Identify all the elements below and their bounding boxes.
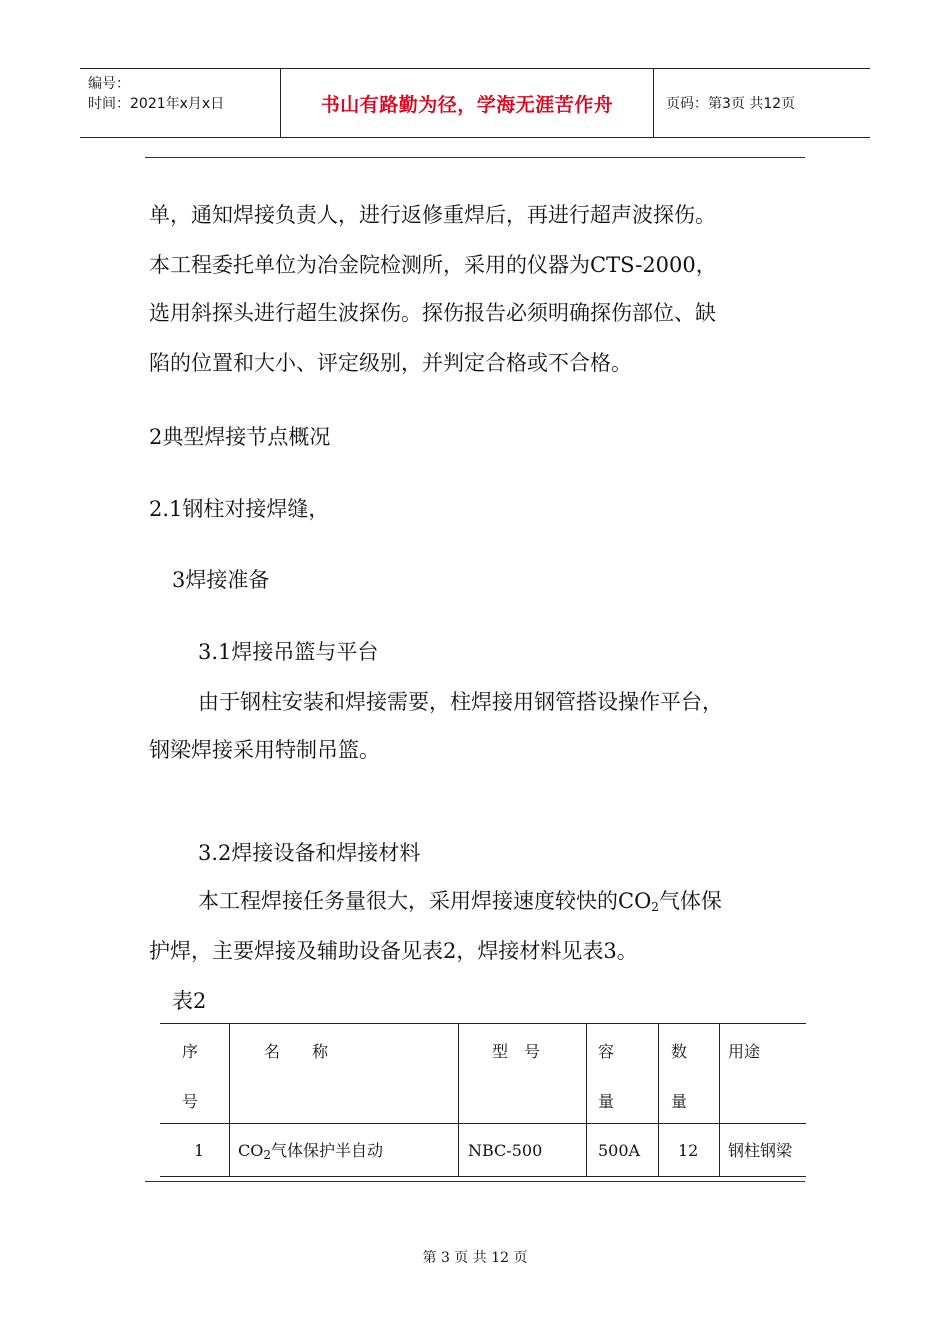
table-col-divider: [229, 1024, 230, 1176]
section-heading-2-1: 2.1钢柱对接焊缝，: [149, 497, 330, 521]
section-heading-3-2: 3.2焊接设备和焊接材料: [198, 841, 421, 865]
header-divider: [145, 157, 805, 158]
cell-name: [238, 1137, 383, 1169]
section-heading-3-1: 3.1焊接吊篮与平台: [198, 640, 379, 664]
section-heading-3: 3焊接准备: [172, 568, 270, 592]
paragraph-3-1-line-2: 钢梁焊接采用特制吊篮。: [149, 738, 380, 762]
body-line-4: 陷的位置和大小、评定级别，并判定合格或不合格。: [149, 351, 632, 375]
table-col-divider: [719, 1024, 720, 1176]
header-page-info: [662, 69, 870, 137]
body-line-1: 单，通知焊接负责人，进行返修重焊后，再进行超声波探伤。: [149, 203, 716, 227]
header-qty-1: 数: [671, 1042, 688, 1061]
table-col-divider: [586, 1024, 587, 1176]
paragraph-3-2-text-a: 本工程焊接任务量很大，采用焊接速度较快的CO: [198, 889, 652, 913]
table-header-divider: [160, 1123, 806, 1124]
table-bottom-rule: [145, 1181, 805, 1182]
cell-model: NBC-500: [468, 1141, 543, 1160]
equipment-table: [160, 1023, 806, 1177]
paragraph-3-2-line-1: [198, 887, 722, 921]
paragraph-3-2-line-2: 护焊，主要焊接及辅助设备见表2，焊接材料见表3。: [149, 939, 638, 963]
header-model: 型 号: [492, 1042, 541, 1061]
body-line-2: 本工程委托单位为冶金院检测所，采用的仪器为CTS-2000，: [149, 253, 717, 277]
header-qty-2: 量: [671, 1092, 688, 1111]
cell-seq: 1: [194, 1141, 205, 1160]
cell-capacity: 500A: [598, 1141, 641, 1160]
header-meta: [80, 69, 280, 137]
table-caption: 表2: [172, 989, 207, 1013]
header-name: 名 称: [264, 1042, 329, 1061]
section-heading-2: 2典型焊接节点概况: [149, 425, 331, 449]
table-col-divider: [658, 1024, 659, 1176]
page-info-text: 页码：第3页 共12页: [666, 96, 796, 112]
cell-name-subscript: 2: [263, 1148, 271, 1162]
cell-name-pre: CO: [238, 1141, 264, 1160]
header-seq-1: 序: [182, 1042, 199, 1061]
paragraph-3-1-line-1: 由于钢柱安装和焊接需要，柱焊接用钢管搭设操作平台，: [198, 690, 723, 714]
header-motto: 书山有路勤为径，学海无涯苦作舟: [280, 69, 654, 137]
co2-subscript: 2: [651, 900, 659, 914]
cell-qty: 12: [678, 1141, 699, 1160]
body-line-3: 选用斜探头进行超生波探伤。探伤报告必须明确探伤部位、缺: [149, 301, 716, 325]
header-usage: 用途: [728, 1042, 761, 1061]
cell-usage: 钢柱钢梁: [728, 1141, 793, 1160]
page-footer: 第 3 页 共 12 页: [422, 1250, 528, 1266]
table-col-divider: [458, 1024, 459, 1176]
document-number-label: 编号：: [88, 76, 130, 92]
header-capacity-2: 量: [598, 1092, 615, 1111]
header-capacity-1: 容: [598, 1042, 615, 1061]
cell-name-post: 气体保护半自动: [271, 1141, 384, 1160]
paragraph-3-2-text-b: 气体保: [658, 889, 722, 913]
document-date: 时间：2021年x月x日: [88, 96, 225, 112]
page-header: [80, 68, 870, 138]
header-seq-2: 号: [182, 1092, 199, 1111]
